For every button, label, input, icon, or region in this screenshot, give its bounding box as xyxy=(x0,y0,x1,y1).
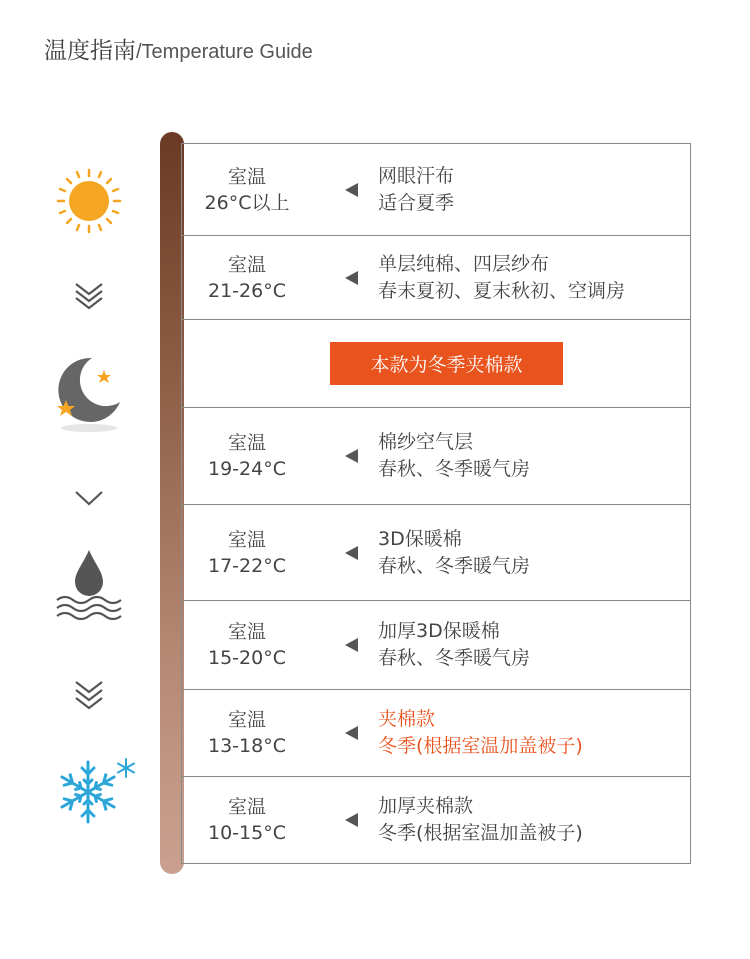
arrow-left-icon xyxy=(345,546,358,560)
fabric-desc xyxy=(378,163,454,217)
temp-cell xyxy=(182,794,312,846)
fabric-season: 冬季(根据室温加盖被子) xyxy=(378,822,583,844)
temp-range: 19-24°C xyxy=(208,458,286,480)
sun-icon xyxy=(56,168,122,234)
temp-range: 13-18°C xyxy=(208,735,286,757)
temp-range: 21-26°C xyxy=(208,279,286,302)
arrow-left-icon xyxy=(345,726,358,740)
water-drop-icon xyxy=(55,548,123,620)
arrow-left-icon xyxy=(345,183,358,197)
snowflake-icon xyxy=(54,756,138,826)
temp-cell xyxy=(182,619,312,671)
table-row-badge xyxy=(182,320,690,408)
fabric-season: 春秋、冬季暖气房 xyxy=(378,554,531,577)
arrow-left-icon xyxy=(345,271,358,285)
table-row xyxy=(182,144,690,236)
fabric-name: 网眼汗布 xyxy=(378,164,455,187)
table-row xyxy=(182,236,690,320)
fabric-season: 适合夏季 xyxy=(378,191,455,214)
temp-label: 室温 xyxy=(227,709,266,731)
temp-cell xyxy=(182,707,312,759)
fabric-desc-highlight xyxy=(378,706,583,760)
arrow-left-icon xyxy=(345,813,358,827)
page-title xyxy=(44,32,313,65)
temp-label: 室温 xyxy=(227,432,266,454)
fabric-name: 加厚3D保暖棉 xyxy=(378,620,500,642)
fabric-name: 夹棉款 xyxy=(378,708,436,730)
title-cn: 温度指南 xyxy=(44,38,136,64)
fabric-name: 3D保暖棉 xyxy=(378,527,462,550)
temp-range: 17-22°C xyxy=(208,554,286,577)
temp-label: 室温 xyxy=(227,253,266,276)
table-row xyxy=(182,601,690,690)
fabric-season: 春秋、冬季暖气房 xyxy=(378,458,531,480)
moon-stars-icon xyxy=(52,352,126,434)
temp-label: 室温 xyxy=(227,621,266,643)
temp-cell xyxy=(182,252,312,304)
fabric-season: 冬季(根据室温加盖被子) xyxy=(378,735,583,757)
fabric-name: 单层纯棉、四层纱布 xyxy=(378,252,550,275)
temp-cell xyxy=(182,430,312,482)
fabric-desc xyxy=(378,251,625,305)
table-row xyxy=(182,777,690,863)
table-row-highlight xyxy=(182,690,690,777)
fabric-desc xyxy=(378,618,530,672)
arrow-left-icon xyxy=(345,638,358,652)
chevron-triple-down-icon xyxy=(74,280,104,310)
fabric-name: 加厚夹棉款 xyxy=(378,795,474,817)
fabric-season: 春秋、冬季暖气房 xyxy=(378,647,531,669)
temp-range: 26°C以上 xyxy=(204,191,290,214)
fabric-desc xyxy=(378,429,530,483)
temp-cell xyxy=(182,527,312,579)
table-row xyxy=(182,408,690,505)
table-row xyxy=(182,505,690,601)
temp-label: 室温 xyxy=(227,528,266,551)
temp-label: 室温 xyxy=(227,165,266,188)
chevron-down-icon xyxy=(74,488,104,508)
chevron-triple-down-icon xyxy=(74,678,104,712)
temp-range: 15-20°C xyxy=(208,647,286,669)
current-style-badge: 本款为冬季夹棉款 xyxy=(330,342,563,385)
title-en: /Temperature Guide xyxy=(136,41,313,63)
temperature-table xyxy=(181,143,691,864)
temp-label: 室温 xyxy=(227,796,266,818)
arrow-left-icon xyxy=(345,449,358,463)
fabric-name: 棉纱空气层 xyxy=(378,431,474,453)
fabric-desc xyxy=(378,793,583,847)
fabric-season: 春末夏初、夏末秋初、空调房 xyxy=(378,279,626,302)
temp-range: 10-15°C xyxy=(208,822,286,844)
temp-cell xyxy=(182,164,312,216)
fabric-desc xyxy=(378,526,530,580)
